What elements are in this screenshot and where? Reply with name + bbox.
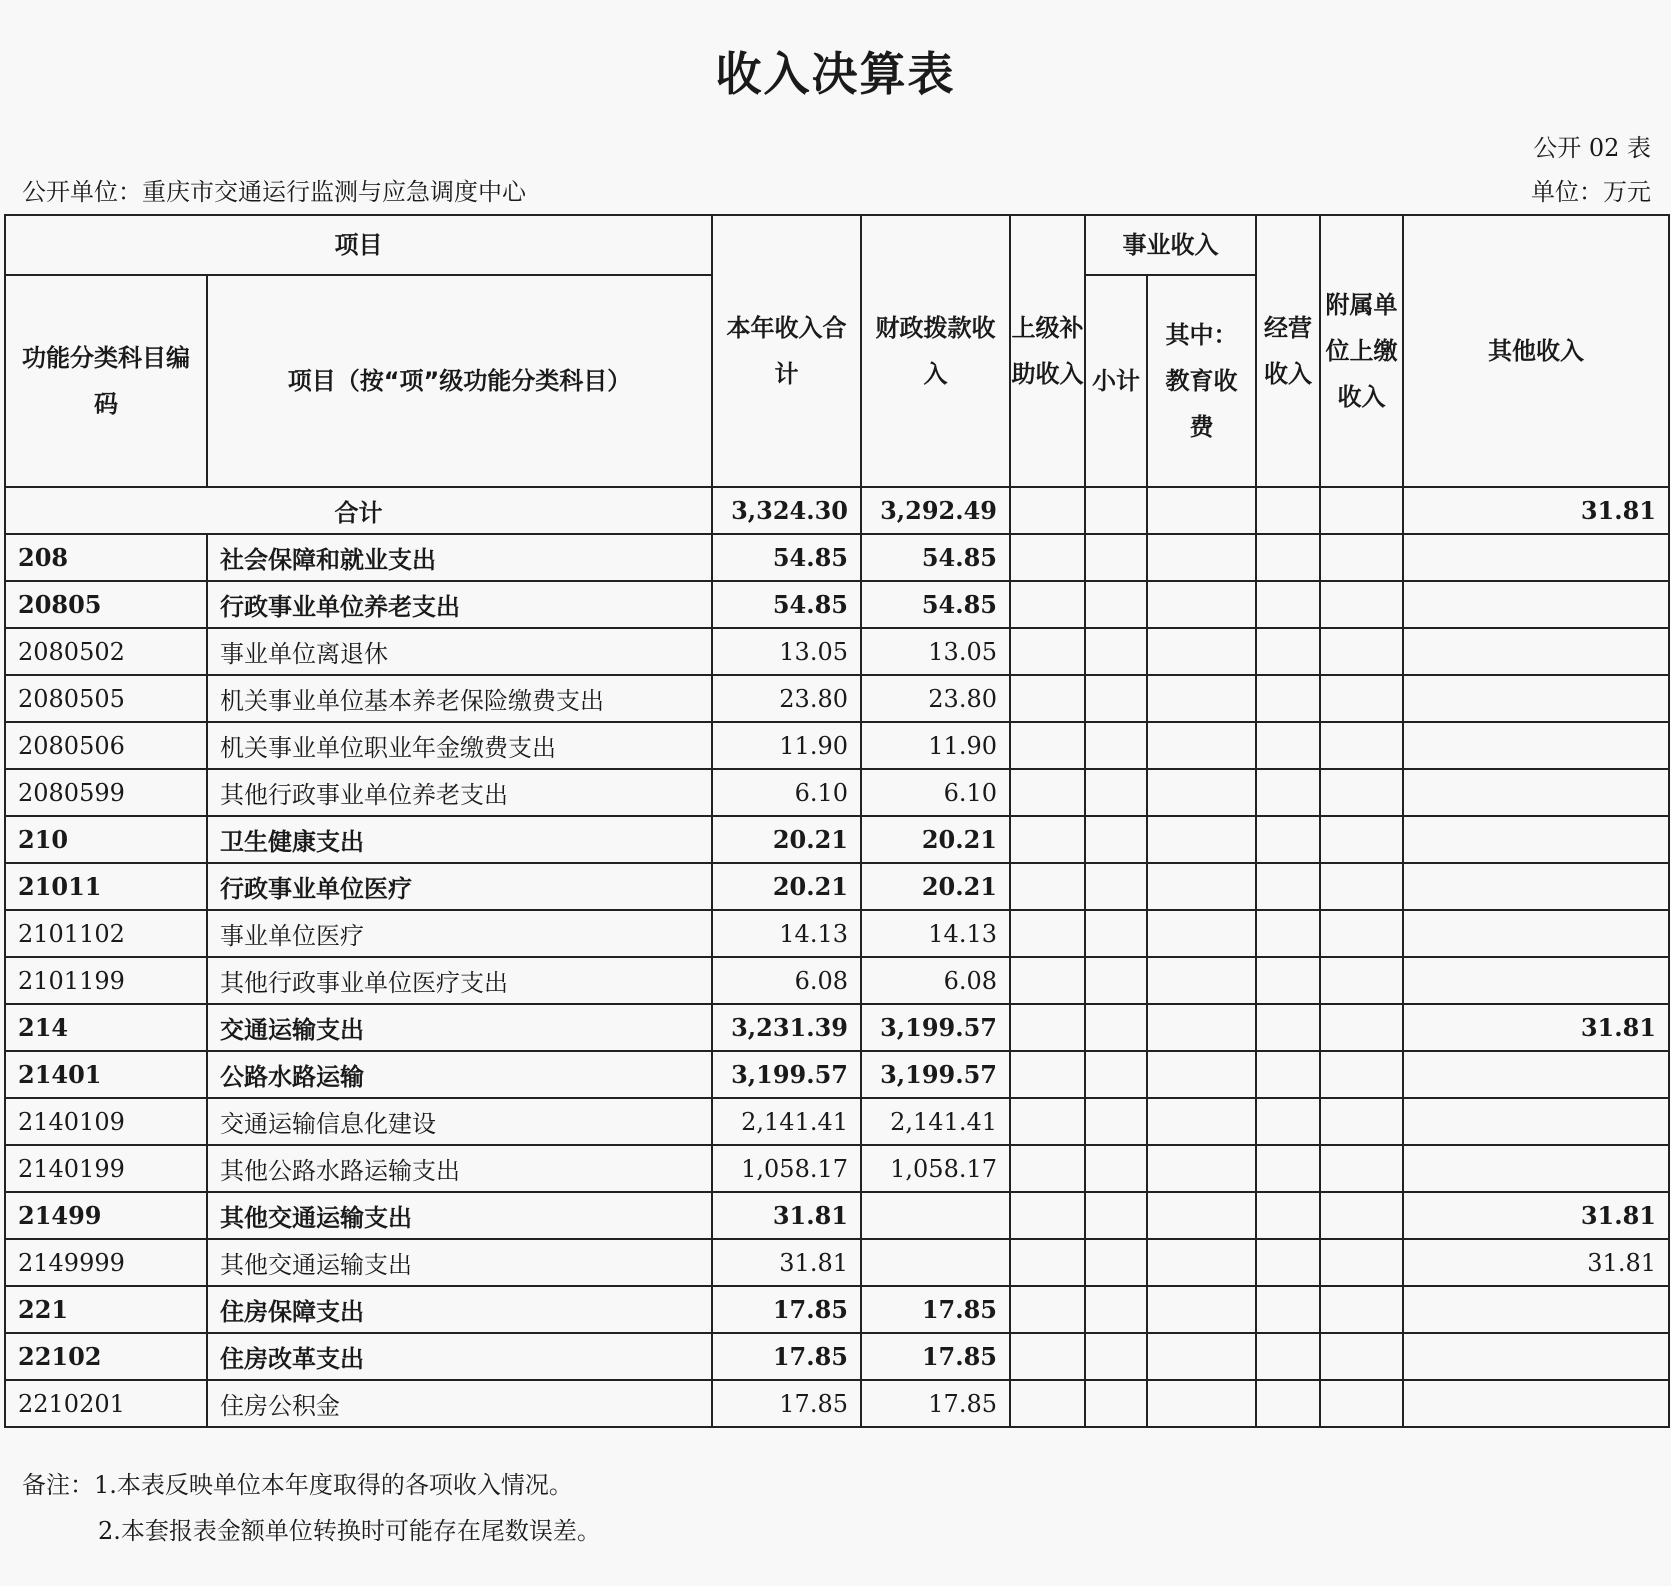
superior-subsidy-cell	[1010, 1051, 1085, 1098]
total-income-cell: 3,199.57	[712, 1051, 861, 1098]
header-fiscal: 财政拨款收入	[861, 215, 1010, 487]
other-income-cell: 31.81	[1403, 1192, 1669, 1239]
function-code-cell: 2101199	[5, 957, 207, 1004]
other-income-cell	[1403, 769, 1669, 816]
page-title: 收入决算表	[715, 47, 956, 101]
table-row	[5, 1286, 1669, 1333]
table-row	[5, 816, 1669, 863]
edu-fee-cell	[1147, 675, 1256, 722]
function-code-cell: 221	[5, 1286, 207, 1333]
total-income-cell: 20.21	[712, 863, 861, 910]
business-subtotal-cell	[1085, 1286, 1147, 1333]
affiliated-cell	[1320, 1192, 1403, 1239]
affiliated-cell	[1320, 769, 1403, 816]
total-row	[5, 487, 1669, 534]
empty-cell	[1085, 487, 1147, 534]
table-row	[5, 1333, 1669, 1380]
fiscal-cell: 20.21	[861, 863, 1010, 910]
business-subtotal-cell	[1085, 910, 1147, 957]
function-code-cell: 2140109	[5, 1098, 207, 1145]
operating-cell	[1256, 1004, 1320, 1051]
item-name-cell: 卫生健康支出	[207, 816, 712, 863]
business-subtotal-cell	[1085, 816, 1147, 863]
operating-cell	[1256, 957, 1320, 1004]
function-code-cell: 21011	[5, 863, 207, 910]
other-income-cell	[1403, 1145, 1669, 1192]
other-income-cell: 31.81	[1403, 1239, 1669, 1286]
edu-fee-cell	[1147, 581, 1256, 628]
business-subtotal-cell	[1085, 534, 1147, 581]
table-body	[5, 487, 1669, 1427]
fiscal-cell: 54.85	[861, 534, 1010, 581]
superior-subsidy-cell	[1010, 1192, 1085, 1239]
fiscal-cell: 2,141.41	[861, 1098, 1010, 1145]
table-row	[5, 1051, 1669, 1098]
total-income-cell: 31.81	[712, 1192, 861, 1239]
table-row	[5, 1239, 1669, 1286]
function-code-cell: 208	[5, 534, 207, 581]
table-row	[5, 534, 1669, 581]
affiliated-cell	[1320, 675, 1403, 722]
total-income-cell: 20.21	[712, 816, 861, 863]
function-code-cell: 2101102	[5, 910, 207, 957]
other-income-cell	[1403, 1098, 1669, 1145]
empty-cell	[1010, 487, 1085, 534]
function-code-cell: 2149999	[5, 1239, 207, 1286]
superior-subsidy-cell	[1010, 816, 1085, 863]
edu-fee-cell	[1147, 1004, 1256, 1051]
edu-fee-cell	[1147, 1192, 1256, 1239]
fiscal-cell: 54.85	[861, 581, 1010, 628]
superior-subsidy-cell	[1010, 534, 1085, 581]
function-code-cell: 2080599	[5, 769, 207, 816]
affiliated-cell	[1320, 1098, 1403, 1145]
item-name-cell: 机关事业单位职业年金缴费支出	[207, 722, 712, 769]
function-code-cell: 214	[5, 1004, 207, 1051]
other-income-cell	[1403, 1051, 1669, 1098]
item-name-cell: 其他公路水路运输支出	[207, 1145, 712, 1192]
total-income-cell: 17.85	[712, 1380, 861, 1427]
total-other-cell: 31.81	[1403, 487, 1669, 534]
operating-cell	[1256, 769, 1320, 816]
business-subtotal-cell	[1085, 769, 1147, 816]
business-subtotal-cell	[1085, 1051, 1147, 1098]
operating-cell	[1256, 628, 1320, 675]
total-income-cell: 17.85	[712, 1333, 861, 1380]
other-income-cell	[1403, 1380, 1669, 1427]
other-income-cell	[1403, 957, 1669, 1004]
header-subtotal: 小计	[1085, 275, 1147, 487]
fiscal-cell: 14.13	[861, 910, 1010, 957]
superior-subsidy-cell	[1010, 1004, 1085, 1051]
total-income-cell: 2,141.41	[712, 1098, 861, 1145]
business-subtotal-cell	[1085, 675, 1147, 722]
other-income-cell	[1403, 722, 1669, 769]
total-fiscal-cell: 3,292.49	[861, 487, 1010, 534]
header-business-income: 事业收入	[1085, 215, 1256, 275]
superior-subsidy-cell	[1010, 1098, 1085, 1145]
fiscal-cell: 13.05	[861, 628, 1010, 675]
superior-subsidy-cell	[1010, 910, 1085, 957]
superior-subsidy-cell	[1010, 722, 1085, 769]
function-code-cell: 2140199	[5, 1145, 207, 1192]
edu-fee-cell	[1147, 1145, 1256, 1192]
superior-subsidy-cell	[1010, 1333, 1085, 1380]
operating-cell	[1256, 863, 1320, 910]
fiscal-cell: 17.85	[861, 1380, 1010, 1427]
affiliated-cell	[1320, 581, 1403, 628]
other-income-cell	[1403, 581, 1669, 628]
affiliated-cell	[1320, 863, 1403, 910]
superior-subsidy-cell	[1010, 1380, 1085, 1427]
total-income-cell: 54.85	[712, 534, 861, 581]
business-subtotal-cell	[1085, 628, 1147, 675]
item-name-cell: 公路水路运输	[207, 1051, 712, 1098]
business-subtotal-cell	[1085, 722, 1147, 769]
superior-subsidy-cell	[1010, 675, 1085, 722]
item-name-cell: 住房保障支出	[207, 1286, 712, 1333]
total-income-cell: 31.81	[712, 1239, 861, 1286]
other-income-cell	[1403, 1333, 1669, 1380]
superior-subsidy-cell	[1010, 769, 1085, 816]
total-label: 合计	[5, 487, 712, 534]
fiscal-cell: 11.90	[861, 722, 1010, 769]
header-superior-subsidy: 上级补助收入	[1010, 215, 1085, 487]
affiliated-cell	[1320, 628, 1403, 675]
form-number: 公开 02 表	[1533, 134, 1651, 162]
total-income-cell: 54.85	[712, 581, 861, 628]
edu-fee-cell	[1147, 534, 1256, 581]
edu-fee-cell	[1147, 722, 1256, 769]
table-row	[5, 769, 1669, 816]
item-name-cell: 其他交通运输支出	[207, 1239, 712, 1286]
affiliated-cell	[1320, 534, 1403, 581]
header-affiliated: 附属单位上缴收入	[1320, 215, 1403, 487]
function-code-cell: 210	[5, 816, 207, 863]
item-name-cell: 其他行政事业单位养老支出	[207, 769, 712, 816]
edu-fee-cell	[1147, 1286, 1256, 1333]
operating-cell	[1256, 1286, 1320, 1333]
table-row	[5, 675, 1669, 722]
operating-cell	[1256, 1098, 1320, 1145]
function-code-cell: 2080506	[5, 722, 207, 769]
table-row	[5, 1098, 1669, 1145]
item-name-cell: 住房改革支出	[207, 1333, 712, 1380]
total-income-cell: 6.10	[712, 769, 861, 816]
business-subtotal-cell	[1085, 1239, 1147, 1286]
total-income-cell: 23.80	[712, 675, 861, 722]
total-income-cell: 6.08	[712, 957, 861, 1004]
edu-fee-cell	[1147, 628, 1256, 675]
superior-subsidy-cell	[1010, 581, 1085, 628]
business-subtotal-cell	[1085, 1098, 1147, 1145]
business-subtotal-cell	[1085, 1004, 1147, 1051]
total-income-cell: 17.85	[712, 1286, 861, 1333]
function-code-cell: 20805	[5, 581, 207, 628]
fiscal-cell: 6.08	[861, 957, 1010, 1004]
affiliated-cell	[1320, 722, 1403, 769]
header-total-income: 本年收入合计	[712, 215, 861, 487]
affiliated-cell	[1320, 1004, 1403, 1051]
business-subtotal-cell	[1085, 1145, 1147, 1192]
reporting-unit: 公开单位：重庆市交通运行监测与应急调度中心	[22, 178, 526, 206]
edu-fee-cell	[1147, 1380, 1256, 1427]
affiliated-cell	[1320, 816, 1403, 863]
edu-fee-cell	[1147, 769, 1256, 816]
income-report-table	[4, 214, 1670, 1428]
item-name-cell: 交通运输信息化建设	[207, 1098, 712, 1145]
item-name-cell: 社会保障和就业支出	[207, 534, 712, 581]
business-subtotal-cell	[1085, 863, 1147, 910]
item-name-cell: 交通运输支出	[207, 1004, 712, 1051]
table-row	[5, 722, 1669, 769]
edu-fee-cell	[1147, 1333, 1256, 1380]
fiscal-cell	[861, 1239, 1010, 1286]
table-row	[5, 910, 1669, 957]
item-name-cell: 机关事业单位基本养老保险缴费支出	[207, 675, 712, 722]
business-subtotal-cell	[1085, 1192, 1147, 1239]
edu-fee-cell	[1147, 1098, 1256, 1145]
table-row	[5, 581, 1669, 628]
notes	[22, 1462, 601, 1554]
edu-fee-cell	[1147, 816, 1256, 863]
item-name-cell: 其他交通运输支出	[207, 1192, 712, 1239]
header-func-code: 功能分类科目编码	[5, 275, 207, 487]
superior-subsidy-cell	[1010, 957, 1085, 1004]
operating-cell	[1256, 675, 1320, 722]
affiliated-cell	[1320, 1333, 1403, 1380]
header-item-name: 项目（按“项”级功能分类科目）	[207, 275, 712, 487]
function-code-cell: 2210201	[5, 1380, 207, 1427]
superior-subsidy-cell	[1010, 863, 1085, 910]
affiliated-cell	[1320, 910, 1403, 957]
empty-cell	[1256, 487, 1320, 534]
business-subtotal-cell	[1085, 957, 1147, 1004]
empty-cell	[1147, 487, 1256, 534]
operating-cell	[1256, 722, 1320, 769]
superior-subsidy-cell	[1010, 628, 1085, 675]
total-income-cell: 1,058.17	[712, 1145, 861, 1192]
empty-cell	[1320, 487, 1403, 534]
superior-subsidy-cell	[1010, 1239, 1085, 1286]
function-code-cell: 21499	[5, 1192, 207, 1239]
operating-cell	[1256, 910, 1320, 957]
fiscal-cell: 3,199.57	[861, 1051, 1010, 1098]
affiliated-cell	[1320, 1380, 1403, 1427]
total-income-cell: 3,231.39	[712, 1004, 861, 1051]
function-code-cell: 2080505	[5, 675, 207, 722]
table-row	[5, 957, 1669, 1004]
affiliated-cell	[1320, 957, 1403, 1004]
item-name-cell: 事业单位离退休	[207, 628, 712, 675]
affiliated-cell	[1320, 1286, 1403, 1333]
operating-cell	[1256, 816, 1320, 863]
fiscal-cell: 23.80	[861, 675, 1010, 722]
table-row	[5, 1145, 1669, 1192]
table-row	[5, 628, 1669, 675]
function-code-cell: 22102	[5, 1333, 207, 1380]
item-name-cell: 事业单位医疗	[207, 910, 712, 957]
other-income-cell	[1403, 675, 1669, 722]
note-1: 备注：1.本表反映单位本年度取得的各项收入情况。	[22, 1471, 573, 1499]
edu-fee-cell	[1147, 863, 1256, 910]
table-row	[5, 863, 1669, 910]
header-edu-fee: 其中：教育收费	[1147, 275, 1256, 487]
business-subtotal-cell	[1085, 1380, 1147, 1427]
other-income-cell: 31.81	[1403, 1004, 1669, 1051]
item-name-cell: 行政事业单位医疗	[207, 863, 712, 910]
operating-cell	[1256, 1192, 1320, 1239]
total-income-cell: 13.05	[712, 628, 861, 675]
table-row	[5, 1004, 1669, 1051]
operating-cell	[1256, 1051, 1320, 1098]
header-other: 其他收入	[1403, 215, 1669, 487]
edu-fee-cell	[1147, 910, 1256, 957]
currency-unit: 单位：万元	[1531, 178, 1651, 206]
superior-subsidy-cell	[1010, 1145, 1085, 1192]
affiliated-cell	[1320, 1239, 1403, 1286]
operating-cell	[1256, 534, 1320, 581]
fiscal-cell: 17.85	[861, 1333, 1010, 1380]
business-subtotal-cell	[1085, 581, 1147, 628]
affiliated-cell	[1320, 1145, 1403, 1192]
item-name-cell: 行政事业单位养老支出	[207, 581, 712, 628]
function-code-cell: 2080502	[5, 628, 207, 675]
fiscal-cell: 3,199.57	[861, 1004, 1010, 1051]
superior-subsidy-cell	[1010, 1286, 1085, 1333]
fiscal-cell: 17.85	[861, 1286, 1010, 1333]
note-2: 2.本套报表金额单位转换时可能存在尾数误差。	[98, 1517, 601, 1545]
operating-cell	[1256, 1380, 1320, 1427]
operating-cell	[1256, 581, 1320, 628]
fiscal-cell: 1,058.17	[861, 1145, 1010, 1192]
affiliated-cell	[1320, 1051, 1403, 1098]
header-operating: 经营收入	[1256, 215, 1320, 487]
other-income-cell	[1403, 863, 1669, 910]
other-income-cell	[1403, 628, 1669, 675]
function-code-cell: 21401	[5, 1051, 207, 1098]
other-income-cell	[1403, 534, 1669, 581]
fiscal-cell: 6.10	[861, 769, 1010, 816]
total-income-cell: 11.90	[712, 722, 861, 769]
total-income-cell: 14.13	[712, 910, 861, 957]
table-row	[5, 1380, 1669, 1427]
other-income-cell	[1403, 816, 1669, 863]
other-income-cell	[1403, 1286, 1669, 1333]
total-income-cell: 3,324.30	[712, 487, 861, 534]
edu-fee-cell	[1147, 957, 1256, 1004]
operating-cell	[1256, 1333, 1320, 1380]
item-name-cell: 住房公积金	[207, 1380, 712, 1427]
operating-cell	[1256, 1145, 1320, 1192]
edu-fee-cell	[1147, 1051, 1256, 1098]
edu-fee-cell	[1147, 1239, 1256, 1286]
other-income-cell	[1403, 910, 1669, 957]
business-subtotal-cell	[1085, 1333, 1147, 1380]
fiscal-cell: 20.21	[861, 816, 1010, 863]
fiscal-cell	[861, 1192, 1010, 1239]
table-row	[5, 1192, 1669, 1239]
operating-cell	[1256, 1239, 1320, 1286]
item-name-cell: 其他行政事业单位医疗支出	[207, 957, 712, 1004]
header-project: 项目	[5, 215, 712, 275]
